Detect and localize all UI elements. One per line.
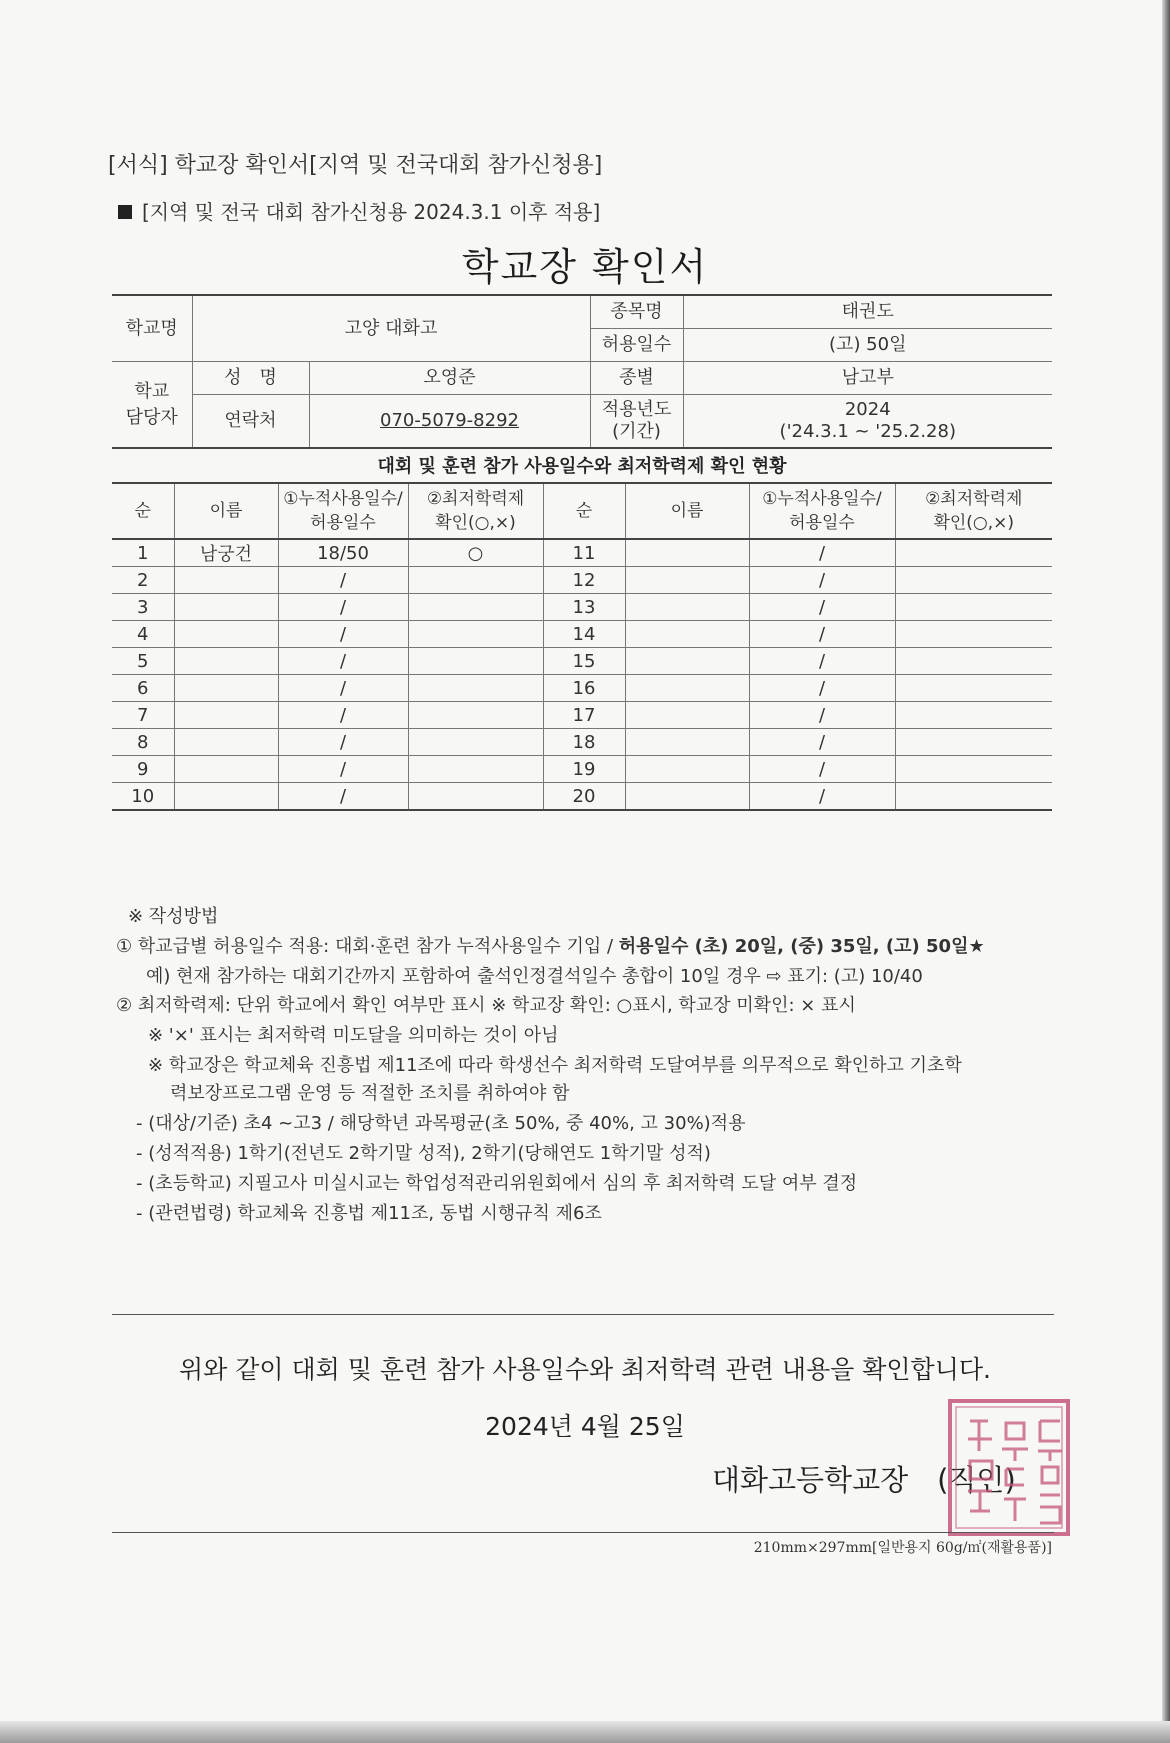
table-row bbox=[112, 729, 1052, 756]
note-detail-3: - (초등학교) 지필고사 미실시교는 학업성적관리위원회에서 심의 후 최저학력 도달 여부 결정 bbox=[136, 1173, 858, 1194]
note-2-b1: ※ 학교장은 학교체육 진흥법 제11조에 따라 학생선수 최저학력 도달여부를 의무적으로 확인하고 기초학 bbox=[148, 1055, 962, 1076]
row-days: / bbox=[278, 567, 408, 594]
row-no: 14 bbox=[543, 621, 625, 648]
contact-label: 연락처 bbox=[192, 395, 309, 449]
contact-value: 070-5079-8292 bbox=[380, 410, 519, 431]
row-acad bbox=[895, 783, 1052, 811]
school-info-table bbox=[112, 294, 1052, 449]
row-name bbox=[625, 567, 749, 594]
row-acad bbox=[895, 675, 1052, 702]
year-label bbox=[590, 395, 683, 449]
row-days: / bbox=[278, 648, 408, 675]
row-no: 3 bbox=[112, 594, 174, 621]
bottom-line bbox=[112, 1532, 1054, 1533]
row-days: / bbox=[749, 729, 895, 756]
event-value: 태권도 bbox=[683, 295, 1052, 329]
row-name bbox=[174, 729, 278, 756]
row-days: / bbox=[749, 675, 895, 702]
row-no: 4 bbox=[112, 621, 174, 648]
row-no: 18 bbox=[543, 729, 625, 756]
row-name bbox=[174, 783, 278, 811]
header-name-right: 이름 bbox=[625, 483, 749, 539]
manager-label-2: 담당자 bbox=[125, 406, 178, 428]
table-row bbox=[112, 621, 1052, 648]
row-name bbox=[625, 621, 749, 648]
row-name bbox=[174, 567, 278, 594]
row-no: 1 bbox=[112, 539, 174, 567]
manager-label bbox=[112, 362, 192, 449]
row-days: / bbox=[278, 756, 408, 783]
table-row bbox=[112, 702, 1052, 729]
scan-edge-right bbox=[1162, 0, 1170, 1743]
row-name bbox=[174, 756, 278, 783]
header-acad-left bbox=[408, 483, 543, 539]
row-no: 13 bbox=[543, 594, 625, 621]
table-row bbox=[112, 594, 1052, 621]
row-days: / bbox=[278, 675, 408, 702]
note-2-b2: 력보장프로그램 운영 등 적절한 조치를 취하여야 함 bbox=[170, 1083, 570, 1104]
confirmation-statement: 위와 같이 대회 및 훈련 참가 사용일수와 최저학력 관련 내용을 확인합니다. bbox=[179, 1355, 991, 1384]
sub-tag-text: [지역 및 전국 대회 참가신청용 2024.3.1 이후 적용] bbox=[142, 200, 601, 224]
row-name bbox=[174, 648, 278, 675]
table-row bbox=[112, 539, 1052, 567]
row-no: 10 bbox=[112, 783, 174, 811]
note-detail-1: - (대상/기준) 초4 ~고3 / 해당학년 과목평균(초 50%, 중 40%, 고 30%)적용 bbox=[136, 1113, 746, 1134]
row-days: / bbox=[278, 783, 408, 811]
header-acad-2: 확인(○,×) bbox=[435, 513, 516, 533]
year-label-1: 적용년도 bbox=[601, 399, 672, 420]
header-days-2: 허용일수 bbox=[789, 513, 855, 533]
school-label: 학교명 bbox=[112, 295, 192, 362]
row-no: 9 bbox=[112, 756, 174, 783]
year-label-2: (기간) bbox=[612, 421, 661, 442]
official-seal-icon bbox=[944, 1395, 1074, 1540]
row-days: / bbox=[278, 594, 408, 621]
header-days-1: ①누적사용일수/ bbox=[762, 489, 882, 509]
square-bullet-icon bbox=[118, 205, 132, 219]
row-no: 17 bbox=[543, 702, 625, 729]
row-acad bbox=[408, 729, 543, 756]
row-name bbox=[625, 729, 749, 756]
row-days: / bbox=[278, 621, 408, 648]
header-acad-1: ②최저학력제 bbox=[426, 489, 525, 509]
name-value: 오영준 bbox=[309, 362, 590, 395]
row-name bbox=[174, 675, 278, 702]
row-no: 20 bbox=[543, 783, 625, 811]
status-table bbox=[112, 482, 1052, 811]
row-name bbox=[625, 783, 749, 811]
row-name bbox=[625, 648, 749, 675]
row-acad bbox=[895, 648, 1052, 675]
table-row bbox=[112, 675, 1052, 702]
row-acad bbox=[895, 702, 1052, 729]
table-row bbox=[112, 783, 1052, 811]
row-days: / bbox=[749, 648, 895, 675]
row-days: / bbox=[749, 594, 895, 621]
table-row bbox=[112, 648, 1052, 675]
row-acad bbox=[895, 756, 1052, 783]
row-acad bbox=[895, 539, 1052, 567]
year-value: 2024 bbox=[844, 399, 891, 420]
row-no: 8 bbox=[112, 729, 174, 756]
period-value: ('24.3.1 ~ '25.2.28) bbox=[779, 421, 956, 442]
row-days: / bbox=[749, 702, 895, 729]
row-no: 7 bbox=[112, 702, 174, 729]
header-no-right: 순 bbox=[543, 483, 625, 539]
header-acad-1: ②최저학력제 bbox=[925, 489, 1023, 509]
scan-edge-bottom bbox=[0, 1721, 1170, 1743]
divider-line bbox=[112, 1314, 1054, 1315]
header-days-left bbox=[278, 483, 408, 539]
manager-label-1: 학교 bbox=[134, 380, 170, 402]
row-name bbox=[174, 594, 278, 621]
row-acad bbox=[408, 756, 543, 783]
table-row bbox=[112, 567, 1052, 594]
row-name bbox=[625, 756, 749, 783]
row-acad: ○ bbox=[408, 539, 543, 567]
principal-signature: 대화고등학교장 (직인) bbox=[712, 1463, 1016, 1497]
row-acad bbox=[408, 594, 543, 621]
row-days: / bbox=[749, 539, 895, 567]
note-1-example: 예) 현재 참가하는 대회기간까지 포함하여 출석인정결석일수 총합이 10일 경우 ⇨ 표기: (고) 10/40 bbox=[146, 966, 923, 987]
row-acad bbox=[895, 594, 1052, 621]
header-acad-2: 확인(○,×) bbox=[933, 513, 1015, 533]
category-value: 남고부 bbox=[683, 362, 1052, 395]
row-name: 남궁건 bbox=[174, 539, 278, 567]
note-1 bbox=[116, 932, 985, 958]
allowed-days-value: (고) 50일 bbox=[683, 329, 1052, 362]
row-name bbox=[625, 675, 749, 702]
row-no: 16 bbox=[543, 675, 625, 702]
header-days-1: ①누적사용일수/ bbox=[283, 489, 403, 509]
note-1-bold: 허용일수 (초) 20일, (중) 35일, (고) 50일★ bbox=[618, 936, 985, 957]
row-acad bbox=[408, 621, 543, 648]
row-acad bbox=[895, 621, 1052, 648]
table-row bbox=[112, 756, 1052, 783]
year-value-cell bbox=[683, 395, 1052, 449]
row-no: 12 bbox=[543, 567, 625, 594]
header-days-2: 허용일수 bbox=[310, 513, 376, 533]
row-no: 11 bbox=[543, 539, 625, 567]
row-name bbox=[174, 621, 278, 648]
note-detail-4: - (관련법령) 학교체육 진흥법 제11조, 동법 시행규칙 제6조 bbox=[136, 1203, 602, 1224]
row-no: 2 bbox=[112, 567, 174, 594]
note-2-a: ※ '×' 표시는 최저학력 미도달을 의미하는 것이 아님 bbox=[148, 1025, 559, 1046]
header-days-right bbox=[749, 483, 895, 539]
note-2: ② 최저학력제: 단위 학교에서 확인 여부만 표시 ※ 학교장 확인: ○표시, 학교장 미확인: × 표시 bbox=[116, 995, 856, 1016]
row-acad bbox=[408, 702, 543, 729]
issue-date: 2024년 4월 25일 bbox=[485, 1412, 685, 1441]
notes-heading: ※ 작성방법 bbox=[128, 906, 219, 927]
row-no: 15 bbox=[543, 648, 625, 675]
row-acad bbox=[895, 567, 1052, 594]
row-acad bbox=[408, 567, 543, 594]
row-days: / bbox=[749, 756, 895, 783]
contact-cell bbox=[309, 395, 590, 449]
row-days: / bbox=[749, 567, 895, 594]
header-no-left: 순 bbox=[112, 483, 174, 539]
row-days: / bbox=[749, 783, 895, 811]
row-no: 5 bbox=[112, 648, 174, 675]
row-days: / bbox=[278, 702, 408, 729]
row-acad bbox=[895, 729, 1052, 756]
row-acad bbox=[408, 675, 543, 702]
sub-tag bbox=[118, 196, 600, 225]
note-detail-2: - (성적적용) 1학기(전년도 2학기말 성적), 2학기(당해연도 1학기말 성적) bbox=[136, 1143, 711, 1164]
row-days: / bbox=[278, 729, 408, 756]
event-label: 종목명 bbox=[590, 295, 683, 329]
allowed-days-label: 허용일수 bbox=[590, 329, 683, 362]
name-label: 성 명 bbox=[192, 362, 309, 395]
row-name bbox=[625, 594, 749, 621]
row-name bbox=[174, 702, 278, 729]
row-days: 18/50 bbox=[278, 539, 408, 567]
row-no: 6 bbox=[112, 675, 174, 702]
row-acad bbox=[408, 783, 543, 811]
form-tag: [서식] 학교장 확인서[지역 및 전국대회 참가신청용] bbox=[108, 153, 603, 178]
paper-spec: 210mm×297mm[일반용지 60g/㎡(재활용품)] bbox=[753, 1540, 1052, 1556]
row-name bbox=[625, 702, 749, 729]
status-title: 대회 및 훈련 참가 사용일수와 최저학력제 확인 현황 bbox=[377, 456, 787, 477]
row-acad bbox=[408, 648, 543, 675]
school-value: 고양 대화고 bbox=[192, 295, 590, 362]
row-name bbox=[625, 539, 749, 567]
category-label: 종별 bbox=[590, 362, 683, 395]
document-title: 학교장 확인서 bbox=[461, 245, 709, 289]
header-acad-right bbox=[895, 483, 1052, 539]
note-1-text: ① 학교급별 허용일수 적용: 대회·훈련 참가 누적사용일수 기입 / bbox=[116, 936, 619, 957]
row-days: / bbox=[749, 621, 895, 648]
header-name-left: 이름 bbox=[174, 483, 278, 539]
row-no: 19 bbox=[543, 756, 625, 783]
